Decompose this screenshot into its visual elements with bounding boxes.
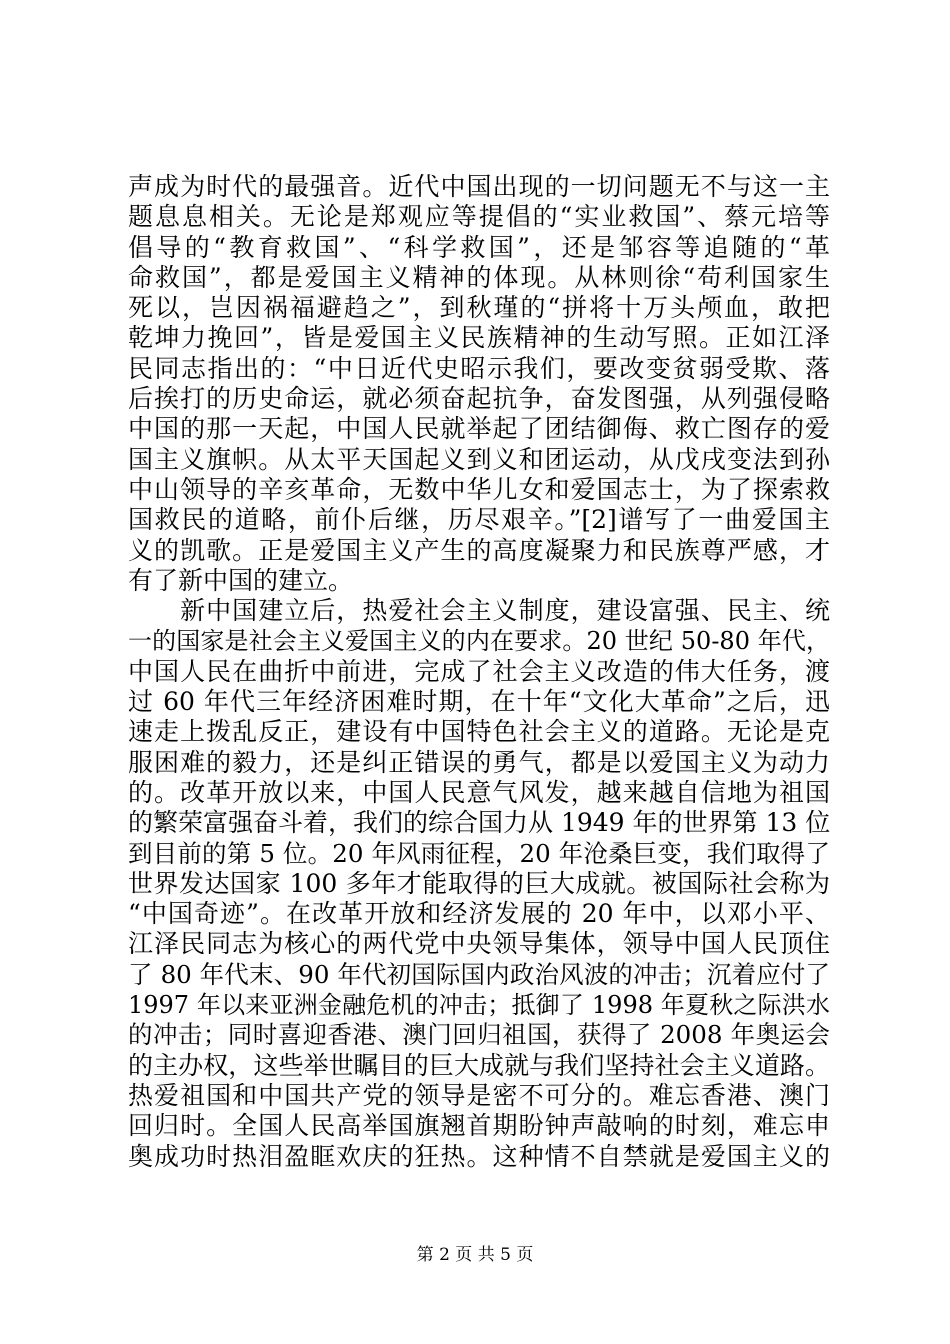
text-line: 的繁荣富强奋斗着，我们的综合国力从 1949 年的世界第 13 位 [128,808,831,838]
text-line: 声成为时代的最强音。近代中国出现的一切问题无不与这一主 [128,172,830,201]
text-line: 到目前的第 5 位。20 年风雨征程，20 年沧桑巨变，我们取得了 [128,838,830,868]
text-line: 中国的那一天起，中国人民就举起了团结御侮、救亡图存的爱 [128,414,830,444]
text-line: 的主办权，这些举世瞩目的巨大成就与我们坚持社会主义道路。 [128,1050,830,1080]
text-line: 国救民的道略，前仆后继，历尽艰辛。”[2]谱写了一曲爱国主 [128,505,830,535]
page-number-footer: 第 2 页 共 5 页 [416,1245,534,1265]
text-line: 的。改革开放以来，中国人民意气风发，越来越自信地为祖国 [128,777,830,807]
text-line: 热爱祖国和中国共产党的领导是密不可分的。难忘香港、澳门 [128,1080,830,1110]
text-line: 1997 年以来亚洲金融危机的冲击；抵御了 1998 年夏秋之际洪水 [128,991,830,1020]
text-line: “中国奇迹”。在改革开放和经济发展的 20 年中，以邓小平、 [128,899,830,929]
text-line: 题息息相关。无论是郑观应等提倡的“实业救国”、蔡元培等 [128,202,830,232]
text-line: 的冲击；同时喜迎香港、澳门回归祖国，获得了 2008 年奥运会 [128,1020,830,1050]
text-line: 倡导的“教育救国”、“科学救国”，还是邹容等追随的“革 [128,232,830,262]
text-line: 过 60 年代三年经济困难时期，在十年“文化大革命”之后，迅 [128,687,830,717]
text-line: 中国人民在曲折中前进，完成了社会主义改造的伟大任务，渡 [128,656,830,686]
text-line: 回归时。全国人民高举国旗翘首期盼钟声敲响的时刻，难忘申 [128,1111,830,1141]
text-line: 一的国家是社会主义爱国主义的内在要求。20 世纪 50-80 年代， [128,627,830,656]
text-line: 服困难的毅力，还是纠正错误的勇气，都是以爱国主义为动力 [128,747,830,777]
text-line: 死以，岂因祸福避趋之”，到秋瑾的“拼将十万头颅血，敢把 [128,293,830,323]
text-line: 乾坤力挽回”，皆是爱国主义民族精神的生动写照。正如江泽 [128,323,830,353]
text-line: 新中国建立后，热爱社会主义制度，建设富强、民主、统 [128,596,830,626]
text-line: 民同志指出的：“中日近代史昭示我们，要改变贫弱受欺、落 [128,353,830,383]
text-line: 速走上拨乱反正，建设有中国特色社会主义的道路。无论是克 [128,717,830,747]
text-line: 中山领导的辛亥革命，无数中华儿女和爱国志士，为了探索救 [128,474,830,504]
text-line: 后挨打的历史命运，就必须奋起抗争，奋发图强，从列强侵略 [128,384,830,414]
text-line: 义的凯歌。正是爱国主义产生的高度凝聚力和民族尊严感，才 [128,535,830,565]
text-line: 江泽民同志为核心的两代党中央领导集体，领导中国人民顶住 [128,929,830,959]
text-line: 国主义旗帜。从太平天国起义到义和团运动，从戊戌变法到孙 [128,444,830,474]
body-text [128,172,830,1172]
text-line: 世界发达国家 100 多年才能取得的巨大成就。被国际社会称为 [128,868,830,898]
text-line: 有了新中国的建立。 [128,565,354,595]
text-line: 命救国”，都是爱国主义精神的体现。从林则徐“苟利国家生 [128,262,830,292]
text-line: 了 80 年代末、90 年代初国际国内政治风波的冲击；沉着应付了 [128,959,830,989]
text-line: 奥成功时热泪盈眶欢庆的狂热。这种情不自禁就是爱国主义的 [128,1141,830,1171]
